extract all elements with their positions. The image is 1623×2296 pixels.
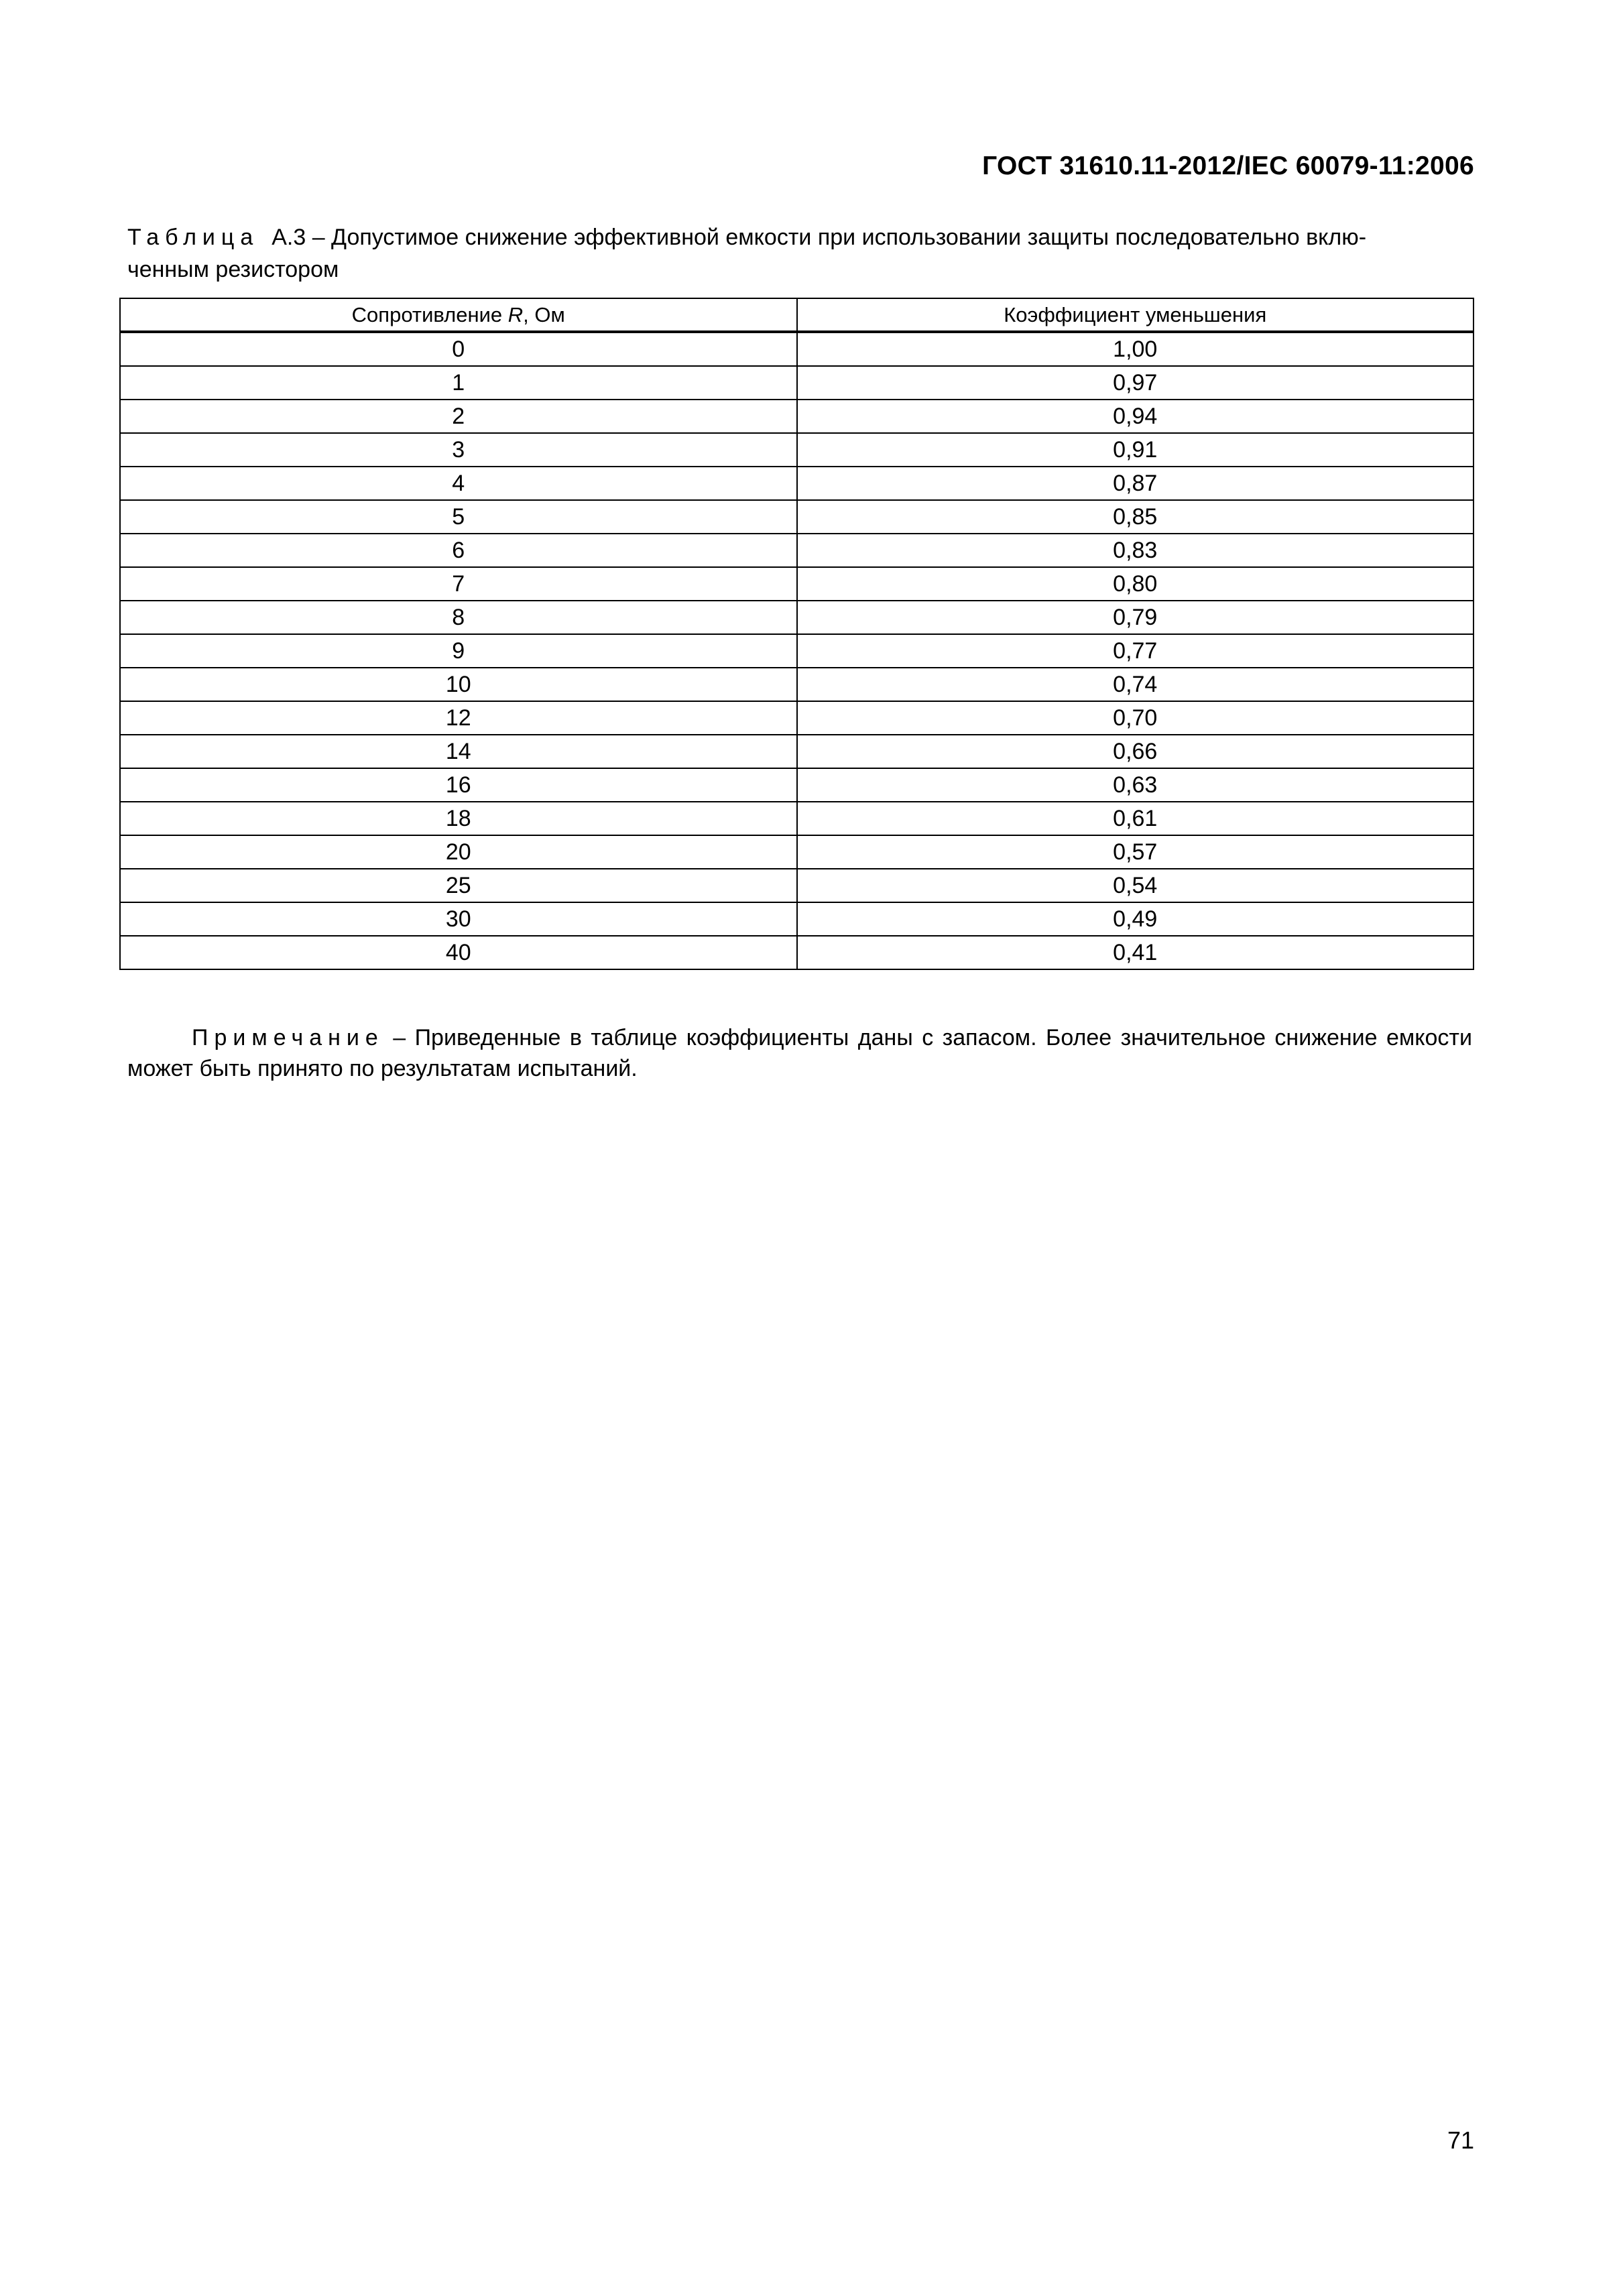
caption-title-continuation: ченным резистором — [127, 257, 339, 282]
coefficient-cell: 0,54 — [797, 869, 1474, 902]
caption-label: Таблица — [127, 225, 259, 250]
resistance-cell: 6 — [120, 534, 797, 567]
table-row — [120, 668, 1474, 701]
note-label: Примечание — [192, 1025, 384, 1050]
resistance-cell: 30 — [120, 902, 797, 936]
coefficient-cell: 0,85 — [797, 500, 1474, 534]
resistance-cell: 8 — [120, 601, 797, 634]
table-row — [120, 802, 1474, 835]
coefficient-cell: 0,91 — [797, 433, 1474, 467]
resistance-cell: 9 — [120, 634, 797, 668]
resistance-cell: 40 — [120, 936, 797, 969]
page-number: 71 — [1447, 2126, 1474, 2154]
table-row — [120, 701, 1474, 735]
column-header-resistance-prefix: Сопротивление — [351, 302, 508, 326]
coefficient-cell: 0,63 — [797, 768, 1474, 802]
table-row — [120, 400, 1474, 433]
document-header: ГОСТ 31610.11-2012/IEC 60079-11:2006 — [982, 152, 1474, 180]
table-row — [120, 500, 1474, 534]
coefficient-cell: 0,94 — [797, 400, 1474, 433]
coefficient-cell: 0,87 — [797, 467, 1474, 500]
column-header-resistance-symbol: R — [507, 302, 524, 326]
table-row — [120, 332, 1474, 366]
resistance-cell: 3 — [120, 433, 797, 467]
coefficient-cell: 0,41 — [797, 936, 1474, 969]
reduction-table — [119, 298, 1474, 970]
table-caption — [127, 221, 1472, 286]
coefficient-cell: 0,77 — [797, 634, 1474, 668]
resistance-cell: 1 — [120, 366, 797, 400]
resistance-cell: 4 — [120, 467, 797, 500]
table-row — [120, 601, 1474, 634]
table-header-row — [120, 298, 1474, 332]
table-row — [120, 902, 1474, 936]
table-row — [120, 936, 1474, 969]
caption-title: А.3 – Допустимое снижение эффективной емкости при использовании защиты последовательно вклю- — [272, 225, 1367, 250]
resistance-cell: 20 — [120, 835, 797, 869]
resistance-cell: 12 — [120, 701, 797, 735]
coefficient-cell: 0,80 — [797, 567, 1474, 601]
column-header-coefficient: Коэффициент уменьшения — [797, 298, 1474, 332]
coefficient-cell: 0,61 — [797, 802, 1474, 835]
coefficient-cell: 0,79 — [797, 601, 1474, 634]
coefficient-cell: 0,57 — [797, 835, 1474, 869]
table-row — [120, 467, 1474, 500]
table-row — [120, 567, 1474, 601]
table-row — [120, 869, 1474, 902]
resistance-cell: 2 — [120, 400, 797, 433]
resistance-cell: 14 — [120, 735, 797, 768]
coefficient-cell: 0,97 — [797, 366, 1474, 400]
coefficient-cell: 0,74 — [797, 668, 1474, 701]
table-row — [120, 835, 1474, 869]
coefficient-cell: 0,83 — [797, 534, 1474, 567]
table-row — [120, 634, 1474, 668]
coefficient-cell: 0,49 — [797, 902, 1474, 936]
resistance-cell: 10 — [120, 668, 797, 701]
resistance-cell: 25 — [120, 869, 797, 902]
resistance-cell: 0 — [120, 332, 797, 366]
resistance-cell: 16 — [120, 768, 797, 802]
coefficient-cell: 1,00 — [797, 332, 1474, 366]
column-header-resistance-suffix: , Ом — [523, 302, 565, 326]
table-note — [127, 1022, 1472, 1084]
table-row — [120, 366, 1474, 400]
table-row — [120, 534, 1474, 567]
column-header-resistance — [120, 298, 797, 332]
resistance-cell: 7 — [120, 567, 797, 601]
resistance-cell: 5 — [120, 500, 797, 534]
coefficient-cell: 0,66 — [797, 735, 1474, 768]
table-row — [120, 433, 1474, 467]
coefficient-cell: 0,70 — [797, 701, 1474, 735]
resistance-cell: 18 — [120, 802, 797, 835]
table-row — [120, 768, 1474, 802]
note-text: – Приведенные в таблице коэффициенты даны с запасом. Более значительное снижение емкости может быть принято по результатам испытаний. — [127, 1025, 1472, 1081]
table-body — [120, 332, 1474, 969]
table-row — [120, 735, 1474, 768]
